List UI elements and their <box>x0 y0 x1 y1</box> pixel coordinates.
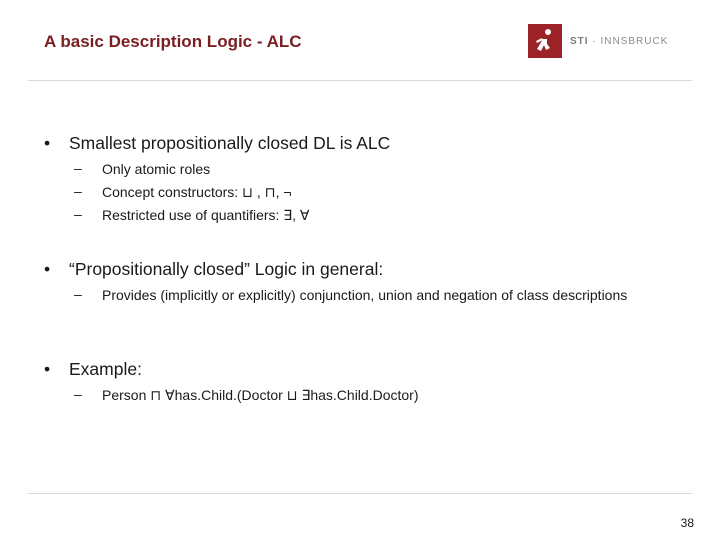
sub-text: Provides (implicitly or explicitly) conjunction, union and negation of class descriptions <box>102 287 628 303</box>
sub-text: Concept constructors: ⊔ , ⊓, ¬ <box>102 184 292 200</box>
sub-marker: – <box>74 386 82 402</box>
sub-marker: – <box>74 286 82 302</box>
sub-item <box>74 286 634 305</box>
logo-separator: · <box>588 35 601 47</box>
sub-text: Person ⊓ ∀has.Child.(Doctor ⊔ ∃has.Child.Doctor) <box>102 387 419 403</box>
sub-text: Only atomic roles <box>102 161 211 177</box>
sub-marker: – <box>74 160 82 176</box>
bullet-text: “Propositionally closed” Logic in general: <box>69 259 384 279</box>
slide-title: A basic Description Logic - ALC <box>44 32 302 51</box>
bullet-item <box>44 359 142 380</box>
sti-innsbruck-logo <box>528 24 668 58</box>
page-number: 38 <box>680 516 694 530</box>
bullet-item <box>44 133 390 154</box>
bullet-text: Example: <box>69 359 142 379</box>
bullet-marker: • <box>44 359 51 379</box>
bullet-text: Smallest propositionally closed DL is ALC <box>69 133 391 153</box>
footer-divider <box>28 493 692 494</box>
sub-text: Restricted use of quantifiers: ∃, ∀ <box>102 207 310 223</box>
bullet-item <box>44 259 383 280</box>
sub-item <box>74 386 419 405</box>
logo-name: STI <box>570 35 589 47</box>
sti-logo-icon <box>528 24 562 58</box>
bullet-marker: • <box>44 133 51 153</box>
sub-item <box>74 183 292 202</box>
header-divider <box>28 80 692 81</box>
bullet-marker: • <box>44 259 51 279</box>
sub-marker: – <box>74 206 82 222</box>
sub-item <box>74 206 310 225</box>
logo-location: INNSBRUCK <box>600 35 669 47</box>
sub-item <box>74 160 210 179</box>
logo-wordmark <box>570 36 668 47</box>
sub-marker: – <box>74 183 82 199</box>
